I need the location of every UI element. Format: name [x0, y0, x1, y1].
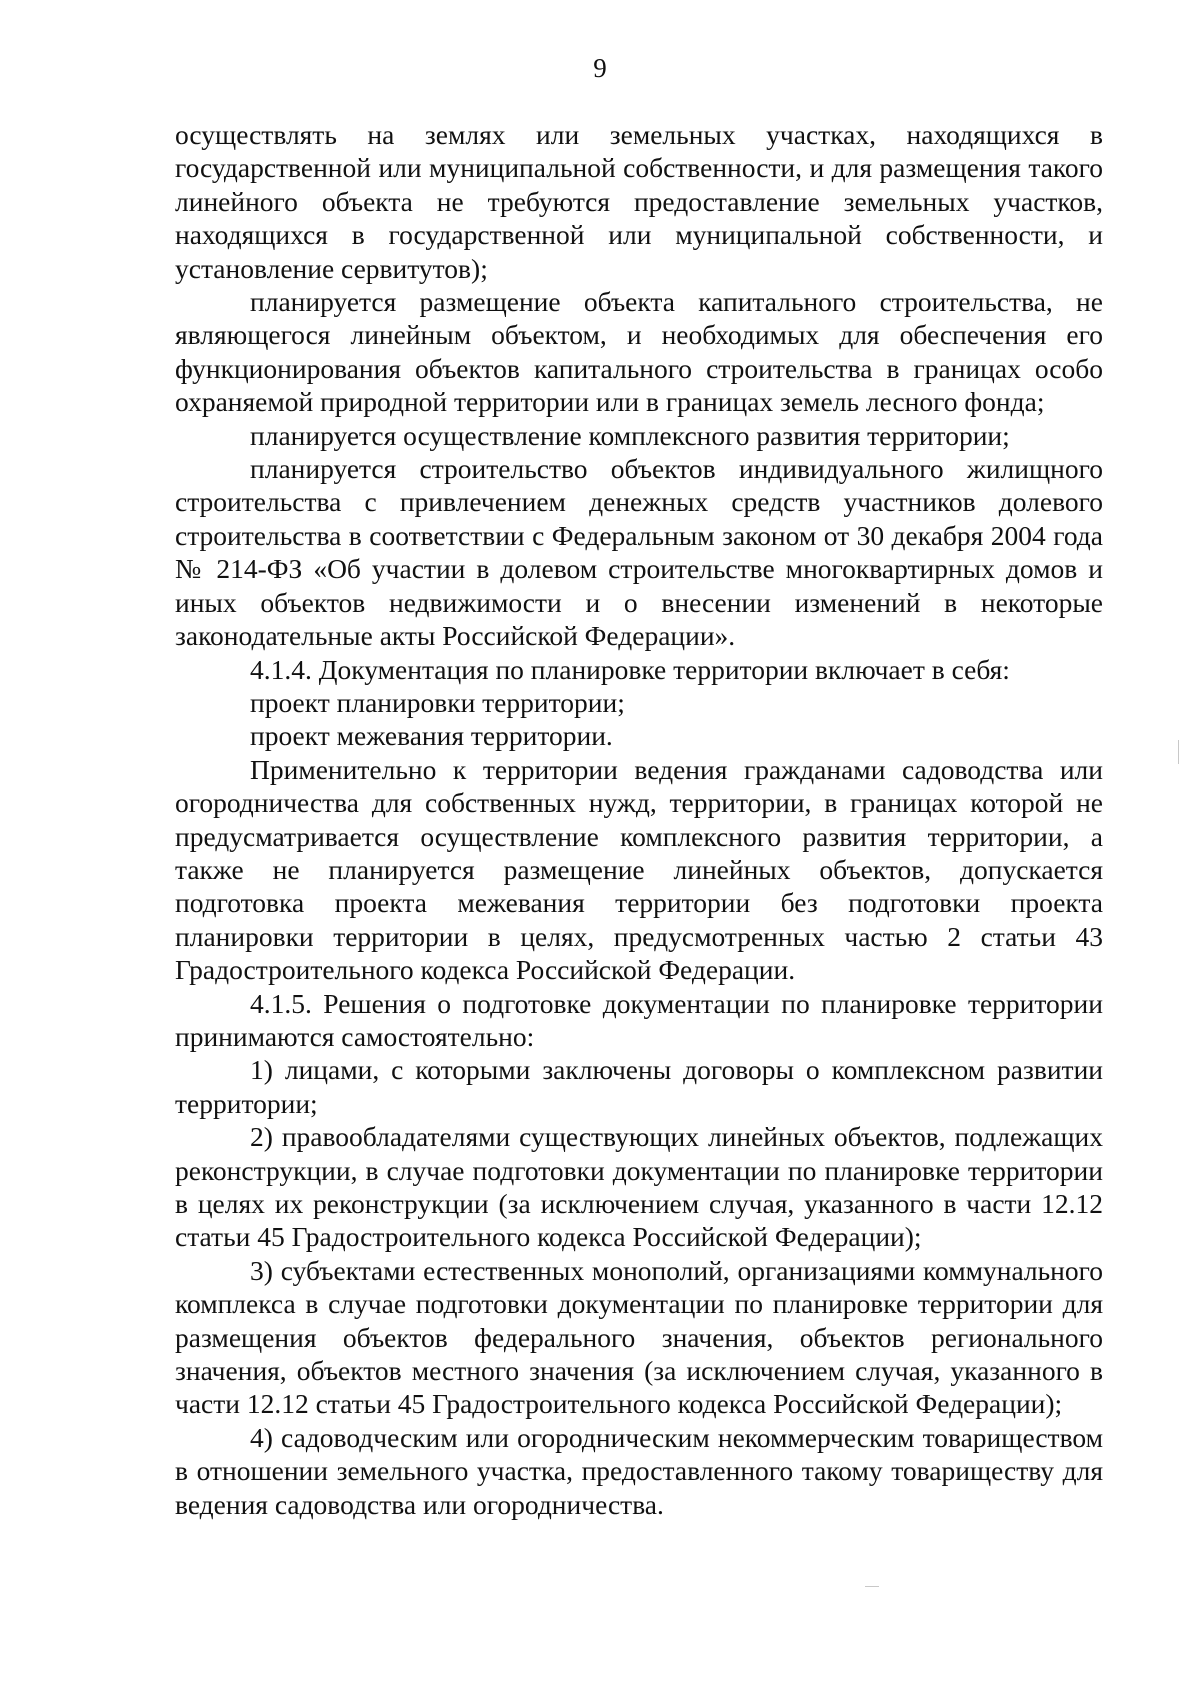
paragraph-linear-object: планируется размещение объекта капитального строительства, не являющегося линейным объектом, и необходимых для обеспечения его функционирования объектов капитального строительства в границах особо охраняемой природной территории или в границах земель лесного фонда;	[175, 286, 1103, 418]
list-item-2: 2) правообладателями существующих линейных объектов, подлежащих реконструкции, в случае подготовки документации по планировке территории в целях их реконструкции (за исключением случая, указанного в части 12.12 статьи 45 Градостроительного кодекса Российской Федерации);	[175, 1121, 1103, 1253]
paragraph-4-1-4: 4.1.4. Документация по планировке территории включает в себя:	[250, 653, 1010, 685]
list-item-surveying-project: проект межевания территории.	[250, 720, 613, 752]
list-item-4: 4) садоводческим или огородническим некоммерческим товариществом в отношении земельного участка, предоставленного такому товариществу для ведения садоводства или огородничества.	[175, 1421, 1103, 1520]
paragraph-gardening: Применительно к территории ведения гражданами садоводства или огородничества для собственных нужд, территории, в границах которой не предусматривается осуществление комплексного развития территории, а также не планируется размещение линейных объектов, допускается подготовка проекта межевания территории без подготовки проекта планировки территории в целях, предусмотренных частью 2 статьи 43 Градостроительного кодекса Российской Федерации.	[175, 753, 1103, 986]
list-item-1: 1) лицами, с которыми заключены договоры о комплексном развитии территории;	[175, 1054, 1103, 1119]
scan-artifact	[1178, 740, 1179, 764]
list-item-3: 3) субъектами естественных монополий, организациями коммунального комплекса в случае подготовки документации по планировке территории для размещения объектов федерального значения, объектов регионального значения, объектов местного значения (за исключением случая, указанного в части 12.12 статьи 45 Градостроительного кодекса Российской Федерации);	[175, 1254, 1103, 1420]
list-item-planning-project: проект планировки территории;	[250, 686, 625, 718]
paragraph-individual-housing: планируется строительство объектов индивидуального жилищного строительства с привлечением денежных средств участников долевого строительства в соответствии с Федеральным законом от 30 декабря 2004 года № 214-ФЗ «Об участии в долевом строительстве многоквартирных домов и иных объектов недвижимости и о внесении изменений в некоторые законодательные акты Российской Федерации».	[175, 453, 1103, 652]
paragraph-continuation: осуществлять на землях или земельных участках, находящихся в государственной или муниципальной собственности, и для размещения такого линейного объекта не требуются предоставление земельных участков, находящихся в государственной или муниципальной собственности, и установление сервитутов);	[175, 119, 1103, 284]
page-number: 9	[593, 53, 607, 83]
document-body	[175, 118, 1103, 1521]
paragraph-4-1-5: 4.1.5. Решения о подготовке документации по планировке территории принимаются самостоятельно:	[175, 987, 1103, 1052]
scan-artifact	[865, 1586, 879, 1587]
paragraph-complex-development: планируется осуществление комплексного развития территории;	[250, 419, 1010, 451]
